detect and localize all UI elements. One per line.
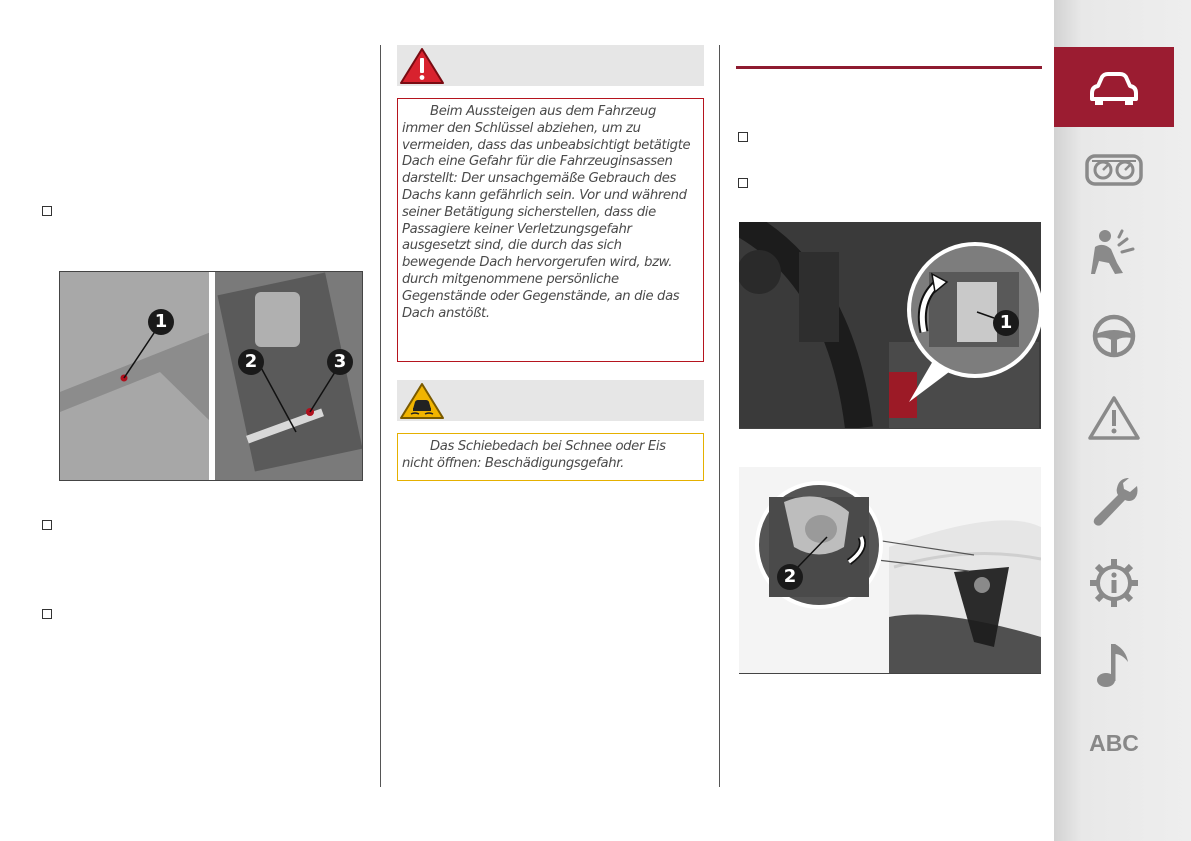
figure-hood-latch [739, 467, 1041, 674]
caution-warning-header [397, 380, 704, 421]
section-rule [736, 66, 1042, 69]
gear-info-icon [1088, 557, 1140, 609]
callout-1: 1 [993, 310, 1019, 336]
sidebar-item-emergency[interactable] [1054, 378, 1174, 458]
warning-triangle-icon [1087, 394, 1141, 442]
dashboard-icon [1084, 153, 1144, 187]
abc-icon: ABC [1089, 729, 1139, 756]
sidebar-item-maintenance[interactable] [1054, 461, 1174, 541]
sidebar-item-instruments[interactable] [1054, 130, 1174, 210]
list-bullet [738, 178, 748, 188]
column-divider-right [719, 45, 720, 787]
callout-3: 3 [327, 349, 353, 375]
sidebar-item-index[interactable] [1054, 703, 1174, 783]
figure-steering-lever [739, 222, 1041, 429]
callout-2: 2 [238, 349, 264, 375]
warning-triangle-icon [399, 46, 445, 86]
airbag-icon [1089, 227, 1139, 277]
sidebar-item-multimedia[interactable] [1054, 624, 1174, 704]
wrench-icon [1089, 474, 1139, 528]
sidebar-item-vehicle[interactable] [1054, 47, 1174, 127]
sidebar-item-technical-data[interactable] [1054, 543, 1174, 623]
list-bullet [42, 520, 52, 530]
danger-warning-header [397, 45, 704, 86]
list-bullet [42, 609, 52, 619]
callout-2: 2 [777, 564, 803, 590]
danger-warning-text: Beim Aussteigen aus dem Fahrzeug immer den Schlüssel abziehen, um zu vermeiden, dass das unbeabsichtigt betätigte Dach eine Gefahr für die Fahrzeuginsassen darstellt: Der unsachgemäße Gebrauch des Dachs kann gefährlich sein. Vor und während seiner Betätigung sicherstellen, dass die Passagiere keiner Verletzungsgefahr ausgesetzt sind, die durch das sich bewegende Dach hervorgerufen wird, bzw. durch mitgenommene persönliche Gegenstände oder Gegenstände, an die das Dach anstößt. [402, 104, 691, 321]
figure-roof-panel [59, 271, 363, 481]
list-bullet [42, 206, 52, 216]
music-note-icon [1094, 638, 1134, 690]
steering-wheel-icon [1090, 312, 1138, 360]
caution-warning-box [397, 433, 704, 481]
sidebar-item-safety[interactable] [1054, 212, 1174, 292]
list-bullet [738, 132, 748, 142]
callout-1: 1 [148, 309, 174, 335]
caution-warning-text: Das Schiebedach bei Schnee oder Eis nicht öffnen: Beschädigungsgefahr. [402, 439, 666, 471]
car-skid-icon [399, 381, 445, 421]
column-divider-left [380, 45, 381, 787]
sidebar-item-driving[interactable] [1054, 296, 1174, 376]
danger-warning-box [397, 98, 704, 362]
car-icon [1086, 67, 1142, 107]
